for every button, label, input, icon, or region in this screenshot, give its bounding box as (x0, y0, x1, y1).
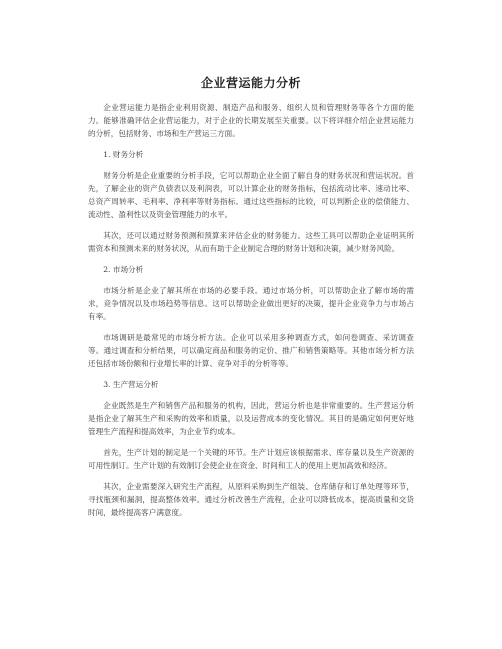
document-title: 企业营运能力分析 (200, 76, 301, 90)
production-paragraph-3: 其次，企业需要深入研究生产流程，从原料采购到生产组装、仓库储存和订单处理等环节，寻找瓶颈和漏洞，提高整体效率。通过分析改善生产流程，企业可以降低成本，提高质量和交货时间，最终提高客户满意度。 (88, 482, 414, 517)
section-heading-production: 3. 生产营运分析 (103, 380, 159, 389)
section-heading-market: 2. 市场分析 (103, 265, 144, 274)
finance-paragraph-2: 其次，还可以通过财务预测和预算来评估企业的财务能力。这些工具可以帮助企业证明其所需资本和预测未来的财务状况，从而有助于企业制定合理的财务计划和决策，减少财务风险。 (88, 231, 414, 253)
finance-paragraph-1: 财务分析是企业重要的分析手段，它可以帮助企业全面了解自身的财务状况和营运状况。首先，了解企业的资产负债表以及利润表，可以计算企业的财务指标，包括流动比率、速动比率、总资产周转率、毛利率、净利率等财务指标。通过这些指标的比较，可以判断企业的偿债能力、流动性、盈利性以及资金管理能力的水平。 (88, 171, 414, 219)
market-paragraph-2: 市场调研是最常见的市场分析方法。企业可以采用多种调查方式，如问卷调查、采访调查等。通过调查和分析结果，可以确定商品和服务的定价、推广和销售策略等。其他市场分析方法还包括市场份额和行业增长率的计算、竞争对手的分析等等。 (88, 333, 414, 368)
market-paragraph-1: 市场分析是企业了解其所在市场的必要手段。通过市场分析，可以帮助企业了解市场的需求，竞争情况以及市场趋势等信息。这可以帮助企业做出更好的决策，提升企业竞争力与市场占有率。 (88, 286, 414, 321)
intro-paragraph: 企业营运能力是指企业利用资源、制造产品和服务、组织人员和管理财务等各个方面的能力。能够准确评估企业营运能力，对于企业的长期发展至关重要。以下将详细介绍企业营运能力的分析，包括财务、市场和生产营运三方面。 (88, 103, 414, 138)
section-heading-finance: 1. 财务分析 (103, 150, 144, 159)
production-paragraph-2: 首先，生产计划的制定是一个关键的环节。生产计划应该根据需求、库存量以及生产资源的可用性制订。生产计划的有效制订会使企业在资金、时间和工人的使用上更加高效和经济。 (88, 448, 414, 470)
production-paragraph-1: 企业既然是生产和销售产品和服务的机构，因此，营运分析也是非常重要的。生产营运分析是指企业了解其生产和采购的效率和质量，以及运营成本的变化情况。其目的是确定如何更好地管理生产流程和提高效率，为企业节约成本。 (88, 401, 414, 436)
